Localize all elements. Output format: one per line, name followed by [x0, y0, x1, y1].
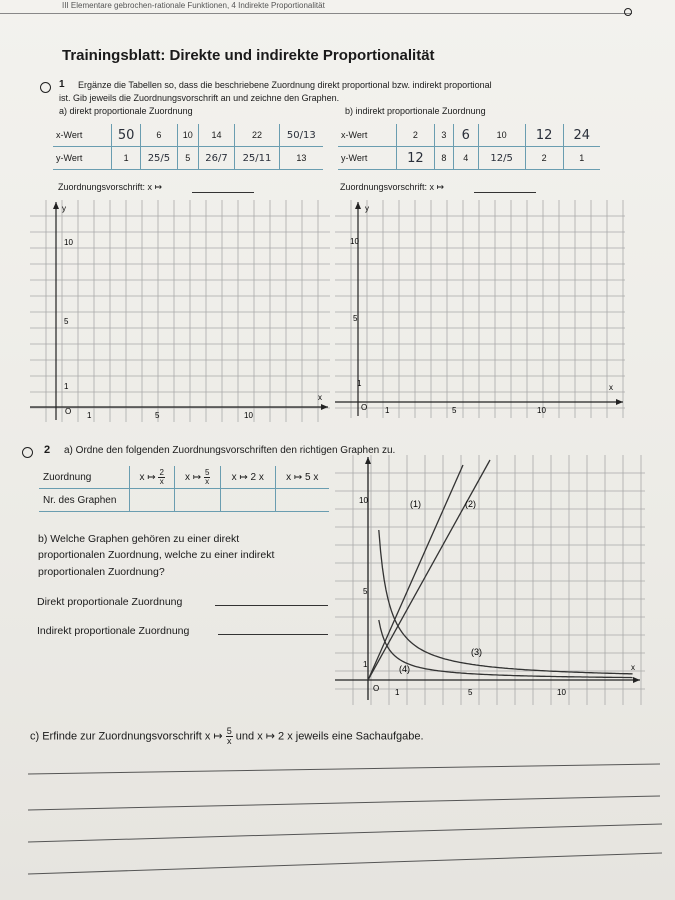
rule-label-b: Zuordnungsvorschrift: x ↦	[340, 182, 445, 192]
table-cell-input[interactable]: 6	[454, 124, 479, 147]
x-axis-label: x	[609, 383, 613, 392]
graph-hyperbola-2	[379, 620, 633, 678]
tick-5: 5	[353, 314, 358, 323]
graph-label-2: (2)	[465, 499, 476, 509]
x-tick-10: 10	[557, 688, 566, 697]
indirekt-label: Indirekt proportionale Zuordnung	[37, 625, 190, 637]
tick-1: 1	[357, 379, 362, 388]
direkt-answer-line[interactable]	[215, 605, 328, 606]
x-tick-1: 1	[385, 406, 390, 415]
task1-text-1: Ergänze die Tabellen so, dass die beschriebene Zuordnung direkt proportional bzw. indirekt proportional	[78, 80, 492, 90]
frac-num: 5	[226, 726, 232, 736]
table-cell-input[interactable]: 12	[397, 147, 435, 170]
task2-b-line-1: b) Welche Graphen gehören zu einer direkt	[38, 533, 240, 545]
x-axis-label: x	[631, 663, 635, 672]
task2-a-text: a) Ordne den folgenden Zuordnungsvorschriften den richtigen Graphen zu.	[64, 445, 396, 456]
table-cell: 22	[235, 124, 279, 147]
y-label: y-Wert	[53, 147, 112, 170]
task2-c-mid: und x ↦ 2 x jeweils eine Sachaufgabe.	[235, 730, 424, 743]
page-title: Trainingsblatt: Direkte und indirekte Proportionalität	[62, 47, 435, 64]
answer-line[interactable]	[28, 764, 660, 774]
graph-number-input[interactable]	[130, 489, 175, 512]
graph-label-4: (4)	[399, 664, 410, 674]
direkt-label: Direkt proportionale Zuordnung	[37, 596, 183, 608]
task2-c-arrow: x ↦	[204, 730, 223, 743]
rule-5-over-x: x ↦ $\frac{5}{x}$	[175, 466, 220, 489]
table-cell-input[interactable]: 26/7	[198, 147, 235, 170]
table-cell: 10	[177, 124, 198, 147]
table-cell: 3	[434, 124, 453, 147]
graph-hyperbola-5	[379, 530, 633, 674]
graph-grid-b[interactable]	[335, 200, 625, 418]
tick-10: 10	[359, 496, 368, 505]
y-arrow-icon	[365, 457, 371, 464]
table-cell: 5	[177, 147, 198, 170]
task1-number: 1	[59, 79, 65, 90]
table-cell: 8	[434, 147, 453, 170]
x-tick-5: 5	[155, 411, 160, 420]
table-cell-input[interactable]: 50/13	[279, 124, 323, 147]
frac-den: x	[226, 736, 232, 746]
task1-bullet	[40, 82, 51, 93]
task1-text-2: ist. Gib jeweils die Zuordnungsvorschrift an und zeichne den Graphen.	[59, 93, 340, 103]
graph-line-1	[368, 465, 463, 680]
assignment-table	[39, 466, 329, 512]
table-header: Zuordnung	[39, 466, 130, 489]
table-cell-input[interactable]: 12	[525, 124, 563, 147]
table-cell: 14	[198, 124, 235, 147]
y-axis-label: y	[62, 204, 66, 213]
graph-number-input[interactable]	[220, 489, 275, 512]
table-cell: 2	[525, 147, 563, 170]
answer-line[interactable]	[28, 824, 662, 842]
table-cell: 10	[478, 124, 525, 147]
table-cell-input[interactable]: 24	[563, 124, 600, 147]
graph-label-1: (1)	[410, 499, 421, 509]
table-cell: 13	[279, 147, 323, 170]
y-arrow-icon	[53, 202, 59, 209]
tick-5: 5	[64, 317, 69, 326]
x-axis-label: x	[318, 393, 322, 402]
x-tick-5: 5	[452, 406, 457, 415]
tick-5: 5	[363, 587, 368, 596]
graph-grid-a[interactable]	[30, 200, 330, 422]
task2-b-line-3: proportionalen Zuordnung?	[38, 566, 165, 578]
tick-10: 10	[350, 237, 359, 246]
answer-line[interactable]	[28, 853, 662, 874]
y-arrow-icon	[355, 202, 361, 209]
graph-number-input[interactable]	[175, 489, 220, 512]
x-tick-1: 1	[87, 411, 92, 420]
task2-number: 2	[44, 444, 51, 456]
answer-lines[interactable]	[0, 740, 675, 890]
task1-b-label: b) indirekt proportionale Zuordnung	[345, 106, 486, 116]
table-cell: 4	[454, 147, 479, 170]
value-table-a	[53, 124, 323, 170]
header-line: III Elementare gebrochen-rationale Funktionen, 4 Indirekte Proportionalität	[62, 1, 325, 10]
rule-label-a: Zuordnungsvorschrift: x ↦	[58, 182, 163, 192]
origin-label: O	[65, 407, 72, 416]
task1-a-label: a) direkt proportionale Zuordnung	[59, 106, 193, 116]
indirekt-answer-line[interactable]	[218, 634, 328, 635]
rule-answer-line-b[interactable]	[474, 192, 536, 193]
rule-answer-line-a[interactable]	[192, 192, 254, 193]
table-cell: 6	[141, 124, 178, 147]
origin-label: O	[373, 684, 380, 693]
x-arrow-icon	[616, 399, 623, 405]
table-cell: 1	[563, 147, 600, 170]
y-axis-label: y	[365, 204, 369, 213]
x-tick-1: 1	[395, 688, 400, 697]
x-tick-10: 10	[244, 411, 253, 420]
x-arrow-icon	[321, 404, 328, 410]
table-cell: 2	[397, 124, 435, 147]
answer-line[interactable]	[28, 796, 660, 810]
rule-2-over-x: x ↦ $\frac{2}{x}$	[130, 466, 175, 489]
task2-c-pre: c) Erfinde zur Zuordnungsvorschrift	[30, 730, 202, 743]
tick-10: 10	[64, 238, 73, 247]
x-label: x-Wert	[53, 124, 112, 147]
table-cell-input[interactable]: 25/5	[141, 147, 178, 170]
row-graph-number: Nr. des Graphen	[39, 489, 130, 512]
table-cell-input[interactable]: 25/11	[235, 147, 279, 170]
rule-2x: x ↦ 2 x	[220, 466, 275, 489]
task2-b-line-2: proportionalen Zuordnung, welche zu einer indirekt	[38, 549, 275, 561]
tick-1: 1	[363, 660, 368, 669]
graph-label-3: (3)	[471, 647, 482, 657]
table-cell-input[interactable]: 12/5	[478, 147, 525, 170]
x-tick-5: 5	[468, 688, 473, 697]
graph-number-input[interactable]	[275, 489, 329, 512]
x-arrow-icon	[633, 677, 640, 683]
tick-1: 1	[64, 382, 69, 391]
table-cell-input[interactable]: 50	[112, 124, 141, 147]
table-cell: 1	[112, 147, 141, 170]
value-table-b	[338, 124, 600, 170]
y-label: y-Wert	[338, 147, 397, 170]
header-marker	[624, 8, 632, 16]
x-tick-10: 10	[537, 406, 546, 415]
header-rule	[0, 13, 632, 14]
graph-task2	[335, 455, 645, 705]
task2-bullet	[22, 447, 33, 458]
x-label: x-Wert	[338, 124, 397, 147]
rule-5x: x ↦ 5 x	[275, 466, 329, 489]
origin-label: O	[361, 403, 368, 412]
